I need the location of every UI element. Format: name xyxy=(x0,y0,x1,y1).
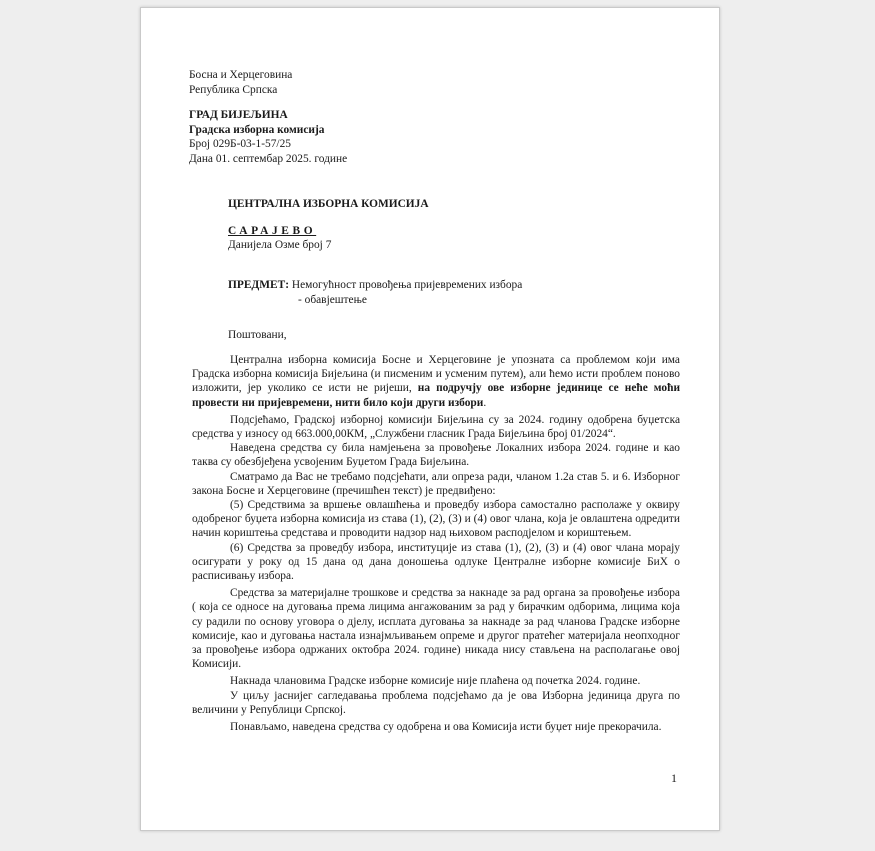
commission-line: Градска изборна комисија xyxy=(189,123,325,136)
addressee-city: САРАЈЕВО xyxy=(228,224,317,237)
entity-line: Република Српска xyxy=(189,83,278,96)
country-line: Босна и Херцеговина xyxy=(189,69,293,81)
paragraph-2: Подсјећамо, Градској изборној комисији Бијељина су за 2024. годину одобрена буџетска средства у износу од 663.000,00КМ, „Службени гласник Града Бијељина број 01/2024“. xyxy=(192,413,680,441)
page-number: 1 xyxy=(671,771,677,785)
subject-text: Немогућност провођења пријевремених избора xyxy=(289,279,523,291)
subject-subtext: - обавјештење xyxy=(298,293,367,306)
paragraph-5: (5) Средствима за вршење овлашћења и проведбу избора самостално располаже у оквиру одобреног буџета изборна комисија из става (1), (2), (3) и (4) овог члана, која је овлаштена одредити начин кориштења средстава и проводити надзор над њиховом расподјелом и кориштењем. xyxy=(192,499,680,540)
paragraph-3: Наведена средства су била намјењена за провођење Локалних избора 2024. године и као таква су обезбјеђена усвојеним Буџетом Града Бијељина. xyxy=(192,442,680,469)
subject-label: ПРЕДМЕТ: xyxy=(228,279,289,291)
paragraph-7: Средства за материјалне трошкове и средства за накнаде за рад органа за провођење избора ( која се односе на дуговања према лицима ангажованим за рад у бирачким одборима, лицима која су радили по основу уговора о дјелу, исплата дуговања за накнаде за рад чланова Градске изборне комисије, као и дуговања настала изнајмљивањем опреме и другог пратећег материјала неопходног за провођење избора одржаних октобра 2024. године) никада нису стављена на располагање овој Комисији. xyxy=(192,587,680,671)
emphasis-text: на подручју ове изборне јединице се неће моћи провести ни пријевремени, нити било који други избори xyxy=(192,382,681,409)
document-date: Дана 01. септембар 2025. године xyxy=(189,152,348,165)
letter-body xyxy=(192,353,680,737)
sender-block xyxy=(189,68,347,167)
reference-number: Број 029Б-03-1-57/25 xyxy=(189,138,291,151)
addressee-name: ЦЕНТРАЛНА ИЗБОРНА КОМИСИЈА xyxy=(228,198,429,210)
city-line: ГРАД БИЈЕЉИНА xyxy=(189,109,288,122)
addressee-street: Данијела Озме број 7 xyxy=(228,239,332,252)
paragraph-4: Сматрамо да Вас не требамо подсјећати, али опреза ради, чланом 1.2а став 5. и 6. Изборног закона Босне и Херцеговине (пречишћен текст) је предвиђено: xyxy=(192,470,680,497)
paragraph-1: Централна изборна комисија Босне и Херцеговине је упозната са проблемом који има Градска изборна комисија Бијељина (и писменим и усменим путем), али ћемо исти проблем поново изложити, јер уколико се исти не ријеши, на подручју ове изборне јединице се неће моћи провести ни пријевремени, нити било који други избори. xyxy=(192,354,681,409)
greeting: Поштовани, xyxy=(228,329,287,341)
paragraph-10: Понављамо, наведена средства су одобрена и ова Комисија исти буџет није прекорачила. xyxy=(230,721,662,734)
paragraph-6: (6) Средства за проведбу избора, институције из става (1), (2), (3) и (4) овог члана морају осигурати у року од 15 дана од дана доношења одлуке Централне изборне комисије БиХ о расписивању избора. xyxy=(192,541,680,583)
subject-block xyxy=(228,278,522,307)
paragraph-8: Накнада члановима Градске изборне комисије није плаћена од почетка 2024. године. xyxy=(230,675,641,688)
document-page xyxy=(140,7,720,831)
paragraph-9: У циљу јаснијег сагледавања проблема подсјећамо да је ова Изборна јединица друга по величини у Републици Српској. xyxy=(192,689,680,716)
addressee-block xyxy=(228,197,429,253)
